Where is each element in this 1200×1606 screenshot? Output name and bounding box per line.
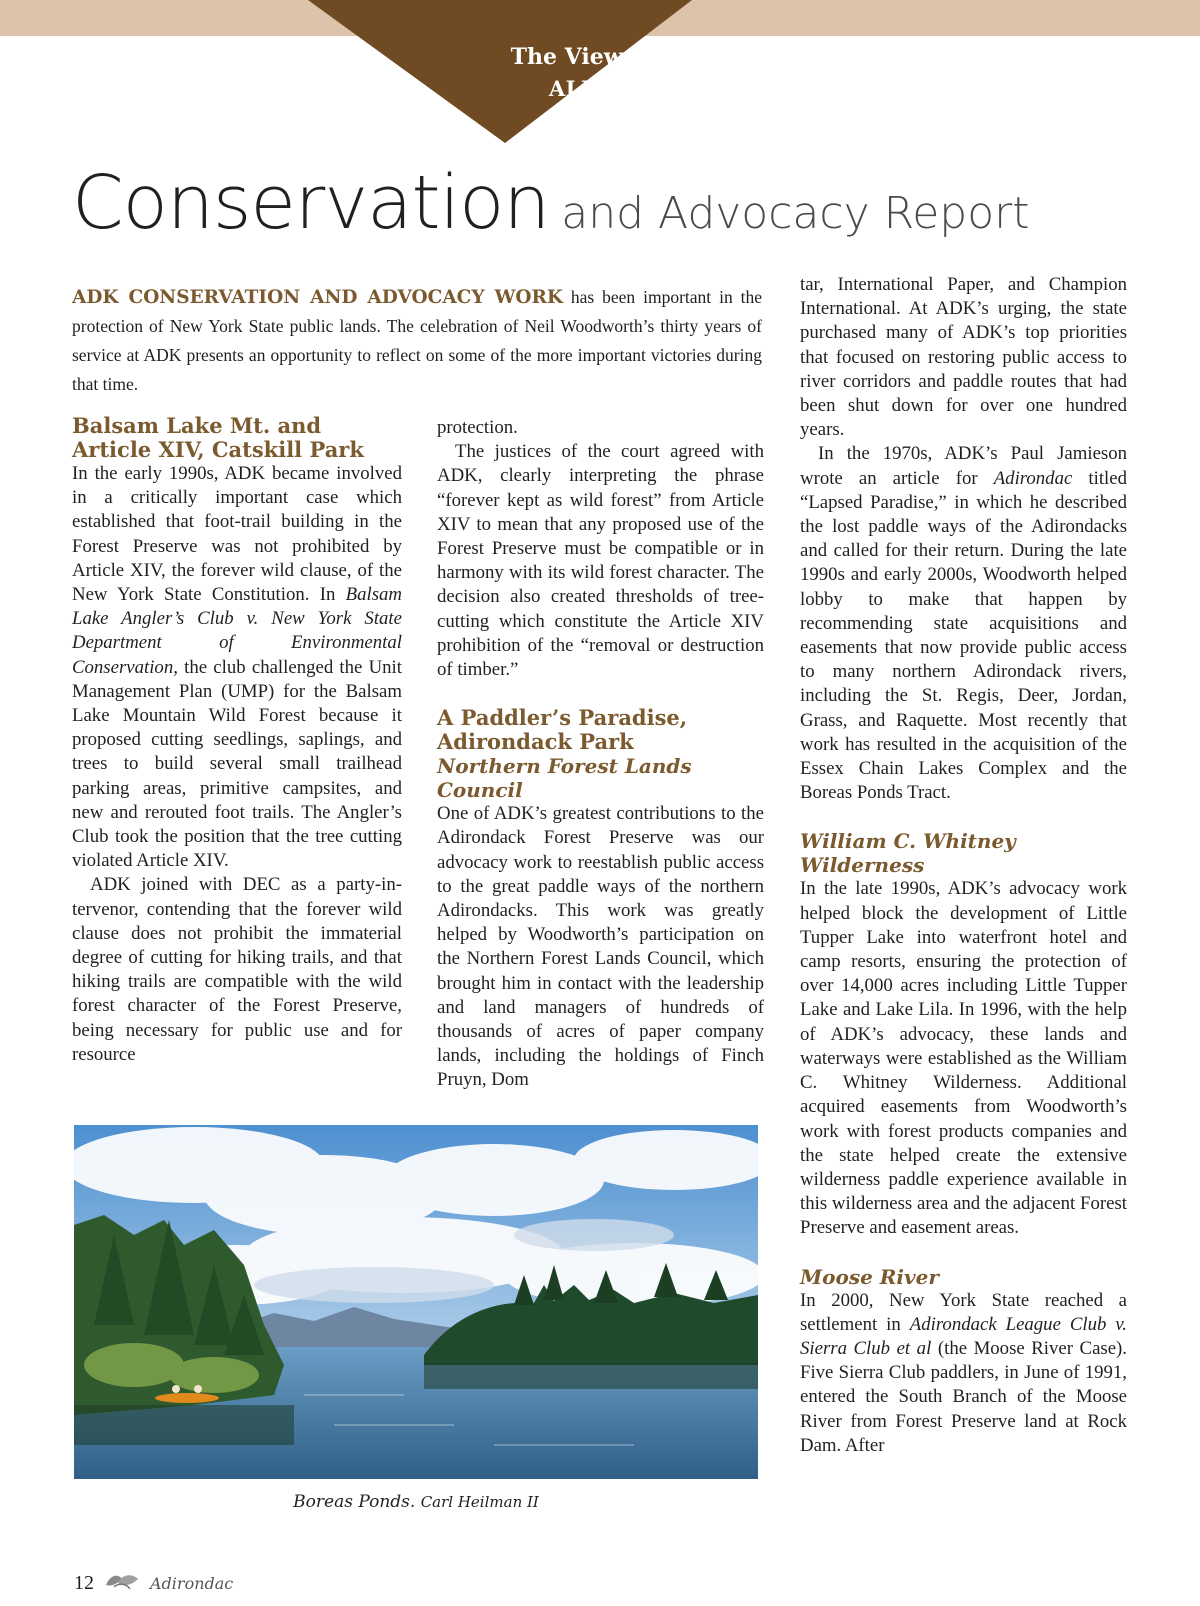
- column-2: [437, 416, 764, 1093]
- photo-credit: Carl Heilman II: [420, 1493, 539, 1511]
- column-3: [800, 273, 1127, 1458]
- paragraph: The justices of the court agreed with ADK, clearly interpreting the phrase “forever kept as wild forest” from Article XIV to mean that any proposed use of the Forest Preserve must be compatible or in harmony with its wild forest character. The decision also created thresholds of tree-cutting which constitute the Article XIV prohibition of the “removal or destruction of timber.”: [437, 441, 764, 681]
- section-heading-moose: Moose River: [800, 1264, 939, 1289]
- banner-line-1: The View from: [510, 44, 690, 70]
- title-main: Conservation: [72, 160, 550, 246]
- text-span: titled “Lapsed Paradise,” in which he described the lost paddle ways of the Adirondacks and called for their return. During the late 1990s and early 2000s, Woodworth helped lobby to make that happen by recommending state acquisitions and easements that now provide public access to many northern Adirondack rivers, including the St. Regis, Deer, Jordan, Grass, and Raquette. Most recently that work has resulted in the acquisition of the Essex Chain Lakes Complex and the Boreas Ponds Tract.: [800, 467, 1127, 804]
- banner-chevron: [0, 0, 1200, 150]
- page-footer: [74, 1568, 233, 1598]
- paragraph: [72, 462, 402, 873]
- text-span: (the Moose River Case). Five Sierra Club paddlers, in June of 1991, entered the South Branch of the Moose River from Forest Preserve land at Rock Dam. After: [800, 1337, 1127, 1456]
- case-name: Adirondack League Club v. Sierra Club et al: [800, 1313, 1127, 1359]
- text-span: the club challenged the Unit Management Plan (UMP) for the Balsam Lake Mountain Wild Forest because it proposed cutting seedlings, saplings, and trees to build several small trailhead parking areas, primitive campsites, and new and rerouted foot trails. The Angler’s Club took the position that the tree cutting violated Article XIV.: [72, 656, 402, 872]
- paragraph-continued: tar, International Paper, and Champion International. At ADK’s urging, the state purchased many of ADK’s top priorities that focused on restoring public access to river corridors and paddle routes that had been shut down for over one hundred years.: [800, 274, 1127, 441]
- caption-text: Boreas Ponds.: [293, 1492, 416, 1512]
- text-span: In the 1970s, ADK’s Paul Jamieson wrote an article for: [800, 443, 1127, 489]
- case-name: Balsam Lake Angler’s Club v. New York State Department of Environmental Conservation,: [72, 584, 402, 678]
- intro-lead: ADK CONSERVATION AND ADVOCACY WORK: [72, 287, 563, 308]
- paragraph: [800, 442, 1127, 805]
- magazine-name: Adirondac: [150, 1573, 234, 1593]
- text-span: In 2000, New York State reached a settlement in: [800, 1289, 1127, 1335]
- photo-caption: [74, 1492, 758, 1512]
- boreas-ponds-photo: [74, 1125, 758, 1479]
- page-title: [72, 160, 1152, 246]
- magazine-name: Adirondac: [993, 467, 1073, 489]
- page-number: 12: [74, 1571, 94, 1594]
- column-1: [72, 414, 402, 1067]
- leaf-icon: [104, 1571, 140, 1596]
- banner-line-2: ALBANY: [548, 76, 652, 101]
- title-sub: and Advocacy Report: [561, 188, 1030, 239]
- text-span: In the early 1990s, ADK became involved in a critically important case which established that foot-trail building in the Forest Preserve was not prohibited by Article XIV, the forever wild clause, of the New York State Constitution. In: [72, 463, 402, 606]
- paragraph: One of ADK’s greatest contributions to the Adirondack Forest Preserve was our advocacy work to reestablish public access to the great paddle ways of the northern Adirondacks. This work was greatly helped by Woodworth’s participation on the Northern Forest Lands Council, which brought him in contact with the leadership and land managers of hundreds of thousands of acres of paper company lands, including the holdings of Finch Pruyn, Dom: [437, 803, 764, 1091]
- paragraph-continued: protection.: [437, 417, 518, 438]
- section-subheading-nflc: Northern Forest Lands Council: [437, 754, 692, 803]
- paragraph: In the late 1990s, ADK’s advocacy work helped block the development of Little Tupper Lake into waterfront hotel and camp resorts, ensuring the protection of over 14,000 acres including Little Tupper Lake and Lake Lila. In 1996, with the help of ADK’s advocacy, these lands and waterways were established as the William C. Whitney Wilderness. Additional acquired easements from Woodworth’s work with forest products companies and the state helped create the extensive wilderness paddle experience available in this wilderness area and the adjacent Forest Preserve and easement areas.: [800, 878, 1127, 1239]
- paragraph: ADK joined with DEC as a party-intervenor, contending that the forever wild clause does not prohibit the immaterial degree of cutting for hiking trails, and that hiking trails are compatible with the wild forest character of the Forest Preserve, being necessary for public use and for resource: [72, 874, 402, 1065]
- intro-paragraph: [72, 283, 762, 399]
- paragraph: [800, 1289, 1127, 1458]
- section-heading-whitney: William C. Whitney Wilderness: [800, 829, 1016, 878]
- intro-text: has been important in the protection of New York State public lands. The celebration of Neil Woodworth’s thirty years of service at ADK presents an opportunity to reflect on some of the more important victories during that time.: [72, 287, 763, 394]
- section-heading-balsam: Balsam Lake Mt. and Article XIV, Catskill Park: [72, 413, 364, 462]
- section-heading-paddlers: A Paddler’s Paradise, Adirondack Park: [437, 705, 688, 755]
